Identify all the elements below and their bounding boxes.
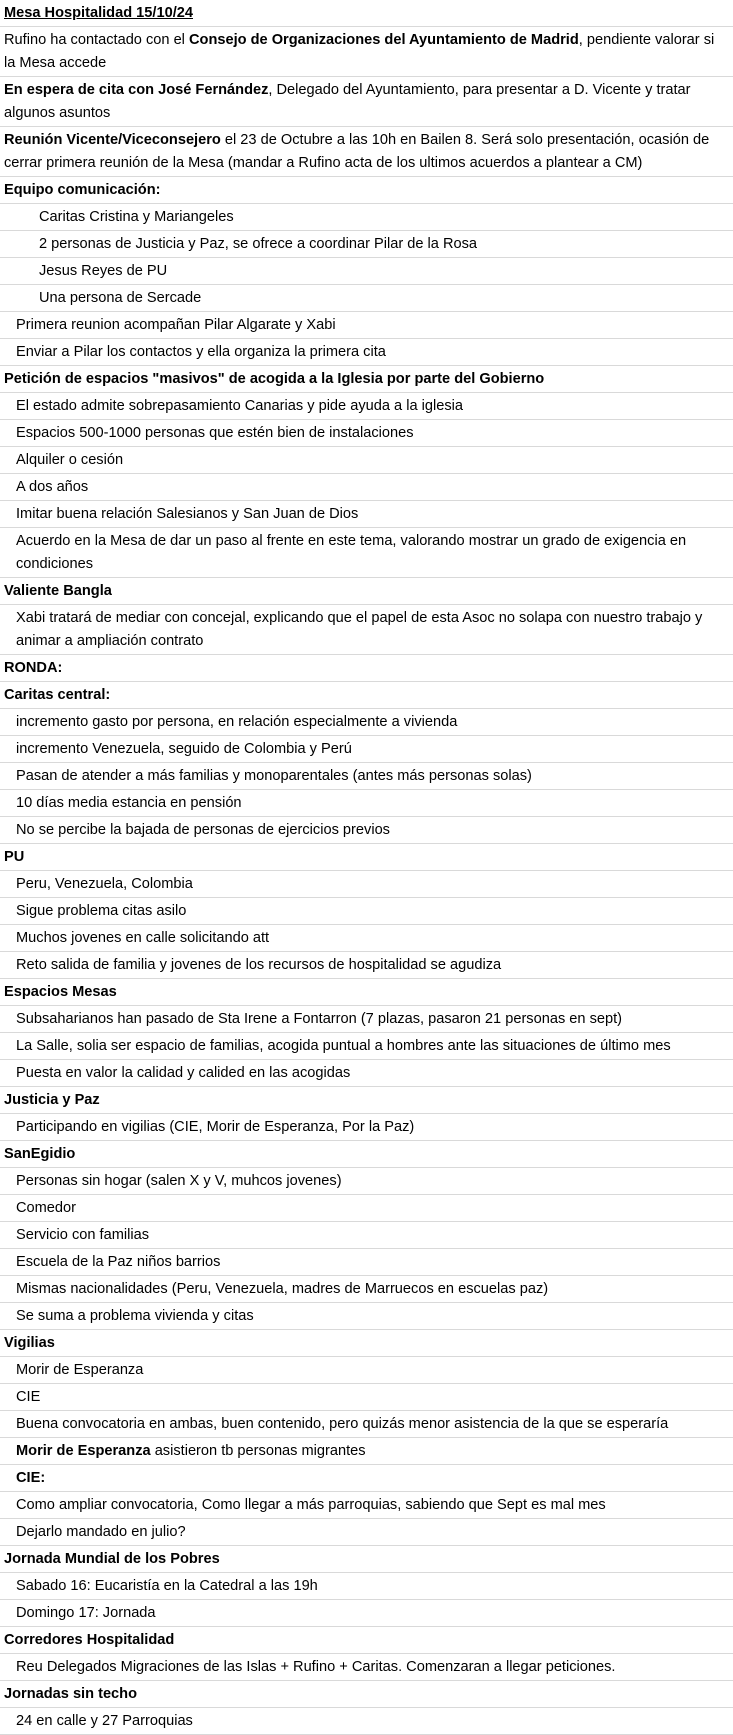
cell-text (16, 1305, 727, 1328)
table-row[interactable] (0, 979, 733, 1006)
table-row[interactable] (0, 871, 733, 898)
text-run: Equipo comunicación: (4, 182, 161, 198)
cell-text (16, 314, 727, 337)
text-run: el 23 de Octubre a las 10h en Bailen 8. Será solo presentación, ocasión de cerrar primera reunión de la Mesa (mandar a Rufino acta de los ultimos acuerdos a plantear a CM) (4, 132, 710, 171)
cell-text (16, 1224, 727, 1247)
cell-text (16, 607, 727, 653)
text-run: CIE (16, 1389, 41, 1405)
text-run: Caritas central: (4, 687, 111, 703)
cell-text (39, 287, 727, 310)
cell-text (16, 819, 727, 842)
text-run: Comedor (16, 1200, 77, 1216)
table-row[interactable] (0, 1357, 733, 1384)
text-run: Personas sin hogar (salen X y V, muhcos jovenes) (16, 1173, 342, 1189)
cell-text (4, 981, 727, 1004)
text-run: Domingo 17: Jornada (16, 1605, 156, 1621)
text-run: Rufino ha contactado con el (4, 32, 189, 48)
cell-text (16, 1359, 727, 1382)
text-run: RONDA: (4, 660, 63, 676)
table-row[interactable] (0, 1168, 733, 1195)
table-row[interactable] (0, 1573, 733, 1600)
text-run: Jornadas sin techo (4, 1686, 138, 1702)
table-row[interactable] (0, 655, 733, 682)
cell-text (16, 476, 727, 499)
table-row[interactable] (0, 1060, 733, 1087)
cell-text (4, 846, 727, 869)
text-run: Espacios Mesas (4, 984, 117, 1000)
cell-text (39, 206, 727, 229)
cell-text (4, 2, 727, 25)
cell-text (4, 684, 727, 707)
table-row[interactable] (0, 204, 733, 231)
text-run: Justicia y Paz (4, 1092, 100, 1108)
text-run: Vigilias (4, 1335, 55, 1351)
table-row[interactable] (0, 0, 733, 27)
text-run: incremento gasto por persona, en relación especialmente a vivienda (16, 714, 458, 730)
table-row[interactable] (0, 844, 733, 871)
table-row[interactable] (0, 1276, 733, 1303)
text-run: 24 en calle y 27 Parroquias (16, 1713, 193, 1729)
cell-text (16, 1521, 727, 1544)
table-row[interactable] (0, 177, 733, 204)
text-run: Reu Delegados Migraciones de las Islas + Rufino + Caritas. Comenzaran a llegar peticiones. (16, 1659, 616, 1675)
table-row[interactable] (0, 709, 733, 736)
text-run: A dos años (16, 479, 89, 495)
cell-text (4, 580, 727, 603)
text-run: SanEgidio (4, 1146, 76, 1162)
table-row[interactable] (0, 1141, 733, 1168)
cell-text (16, 449, 727, 472)
table-row[interactable] (0, 1627, 733, 1654)
cell-text (16, 1035, 727, 1058)
text-run: Xabi tratará de mediar con concejal, explicando que el papel de esta Asoc no solapa con nuestro trabajo y animar a ampliación contrato (16, 610, 703, 649)
text-run: Caritas Cristina y Mariangeles (39, 209, 234, 225)
table-row[interactable] (0, 763, 733, 790)
table-row[interactable] (0, 1654, 733, 1681)
table-row[interactable] (0, 1249, 733, 1276)
table-row[interactable] (0, 366, 733, 393)
text-run: No se percibe la bajada de personas de ejercicios previos (16, 822, 390, 838)
cell-text (16, 1494, 727, 1517)
cell-text (4, 1548, 727, 1571)
cell-text (16, 530, 727, 576)
text-run: Primera reunion acompañan Pilar Algarate y Xabi (16, 317, 336, 333)
text-run: Alquiler o cesión (16, 452, 124, 468)
table-row[interactable] (0, 393, 733, 420)
table-row[interactable] (0, 1303, 733, 1330)
table-row[interactable] (0, 1438, 733, 1465)
text-run: Jesus Reyes de PU (39, 263, 168, 279)
table-row[interactable] (0, 952, 733, 979)
cell-text (16, 954, 727, 977)
text-run: Reto salida de familia y jovenes de los recursos de hospitalidad se agudiza (16, 957, 502, 973)
cell-text (4, 1332, 727, 1355)
text-run: Sigue problema citas asilo (16, 903, 187, 919)
cell-text (16, 1197, 727, 1220)
text-run: Buena convocatoria en ambas, buen contenido, pero quizás menor asistencia de la que se esperaría (16, 1416, 669, 1432)
table-row[interactable] (0, 1114, 733, 1141)
text-run: asistieron tb personas migrantes (150, 1443, 366, 1459)
cell-text (4, 1089, 727, 1112)
table-row[interactable] (0, 1465, 733, 1492)
cell-text (16, 765, 727, 788)
table-row[interactable] (0, 285, 733, 312)
table-row[interactable] (0, 1411, 733, 1438)
cell-text (16, 1062, 727, 1085)
table-row[interactable] (0, 1708, 733, 1735)
cell-text (16, 738, 727, 761)
table-row[interactable] (0, 420, 733, 447)
cell-text (16, 792, 727, 815)
text-run: Reunión Vicente/Viceconsejero (4, 132, 221, 148)
text-run: Mesa Hospitalidad 15/10/24 (4, 5, 193, 21)
table-row[interactable] (0, 1600, 733, 1627)
text-run: En espera de cita con José Fernández (4, 82, 269, 98)
table-row[interactable] (0, 77, 733, 127)
cell-text (16, 927, 727, 950)
text-run: El estado admite sobrepasamiento Canarias y pide ayuda a la iglesia (16, 398, 463, 414)
text-run: Subsaharianos han pasado de Sta Irene a Fontarron (7 plazas, pasaron 21 personas en sept) (16, 1011, 623, 1027)
cell-text (16, 422, 727, 445)
cell-text (16, 1413, 727, 1436)
text-run: Espacios 500-1000 personas que estén bien de instalaciones (16, 425, 414, 441)
table-row[interactable] (0, 1681, 733, 1708)
table-row[interactable] (0, 1006, 733, 1033)
text-run: Petición de espacios "masivos" de acogida a la Iglesia por parte del Gobierno (4, 371, 545, 387)
text-run: Jornada Mundial de los Pobres (4, 1551, 220, 1567)
table-row[interactable] (0, 501, 733, 528)
cell-text (16, 1575, 727, 1598)
text-run: 10 días media estancia en pensión (16, 795, 242, 811)
cell-text (16, 1656, 727, 1679)
cell-text (4, 657, 727, 680)
cell-text (16, 1440, 727, 1463)
table-row[interactable] (0, 1087, 733, 1114)
table-row[interactable] (0, 127, 733, 177)
table-row[interactable] (0, 817, 733, 844)
table-row[interactable] (0, 1222, 733, 1249)
text-run: Participando en vigilias (CIE, Morir de Esperanza, Por la Paz) (16, 1119, 415, 1135)
cell-text (16, 711, 727, 734)
cell-text (39, 233, 727, 256)
text-run: Muchos jovenes en calle solicitando att (16, 930, 270, 946)
table-row[interactable] (0, 790, 733, 817)
table-row[interactable] (0, 605, 733, 655)
table-row[interactable] (0, 1384, 733, 1411)
cell-text (16, 1170, 727, 1193)
cell-text (4, 1683, 727, 1706)
table-row[interactable] (0, 1330, 733, 1357)
table-row[interactable] (0, 474, 733, 501)
text-run: Una persona de Sercade (39, 290, 202, 306)
cell-text (16, 1116, 727, 1139)
cell-text (16, 1008, 727, 1031)
table-row[interactable] (0, 231, 733, 258)
cell-text (4, 129, 727, 175)
text-run: Sabado 16: Eucaristía en la Catedral a las 19h (16, 1578, 318, 1594)
text-run: Enviar a Pilar los contactos y ella organiza la primera cita (16, 344, 386, 360)
text-run: Peru, Venezuela, Colombia (16, 876, 193, 892)
cell-text (16, 1710, 727, 1733)
cell-text (4, 1143, 727, 1166)
table-row[interactable] (0, 736, 733, 763)
text-run: Servicio con familias (16, 1227, 150, 1243)
text-run: Pasan de atender a más familias y monoparentales (antes más personas solas) (16, 768, 532, 784)
text-run: Morir de Esperanza (16, 1443, 151, 1459)
cell-text (16, 1278, 727, 1301)
text-run: La Salle, solia ser espacio de familias, acogida puntual a hombres ante las situaciones de último mes (16, 1038, 671, 1054)
text-run: Consejo de Organizaciones del Ayuntamiento de Madrid (188, 32, 579, 48)
table-row[interactable] (0, 27, 733, 77)
text-run: Morir de Esperanza (16, 1362, 144, 1378)
cell-text (4, 179, 727, 202)
table-row[interactable] (0, 258, 733, 285)
text-run: Mismas nacionalidades (Peru, Venezuela, madres de Marruecos en escuelas paz) (16, 1281, 549, 1297)
cell-text (4, 29, 727, 75)
cell-text (16, 873, 727, 896)
cell-text (16, 1602, 727, 1625)
text-run: Puesta en valor la calidad y calided en las acogidas (16, 1065, 351, 1081)
text-run: , pendiente valorar si la Mesa accede (4, 32, 715, 71)
cell-text (4, 79, 727, 125)
text-run: Imitar buena relación Salesianos y San Juan de Dios (16, 506, 359, 522)
text-run: Valiente Bangla (4, 583, 112, 599)
text-run: Dejarlo mandado en julio? (16, 1524, 186, 1540)
cell-text (16, 1251, 727, 1274)
cell-text (4, 1629, 727, 1652)
text-run: , Delegado del Ayuntamiento, para presentar a D. Vicente y tratar algunos asuntos (4, 82, 691, 121)
table-row[interactable] (0, 1195, 733, 1222)
cell-text (4, 368, 727, 391)
cell-text (16, 503, 727, 526)
table-row[interactable] (0, 578, 733, 605)
text-run: incremento Venezuela, seguido de Colombia y Perú (16, 741, 352, 757)
table-row[interactable] (0, 339, 733, 366)
cell-text (16, 900, 727, 923)
table-row[interactable] (0, 528, 733, 578)
table-row[interactable] (0, 682, 733, 709)
text-run: Como ampliar convocatoria, Como llegar a más parroquias, sabiendo que Sept es mal mes (16, 1497, 606, 1513)
cell-text (16, 1386, 727, 1409)
cell-text (16, 395, 727, 418)
table-row[interactable] (0, 447, 733, 474)
text-run: CIE: (16, 1470, 46, 1486)
text-run: Se suma a problema vivienda y citas (16, 1308, 254, 1324)
text-run: Corredores Hospitalidad (4, 1632, 175, 1648)
table-row[interactable] (0, 1033, 733, 1060)
text-run: Acuerdo en la Mesa de dar un paso al frente en este tema, valorando mostrar un grado de exigencia en condiciones (16, 533, 687, 572)
table-row[interactable] (0, 312, 733, 339)
table-row[interactable] (0, 898, 733, 925)
table-row[interactable] (0, 1492, 733, 1519)
cell-text (16, 341, 727, 364)
text-run: Escuela de la Paz niños barrios (16, 1254, 221, 1270)
cell-text (16, 1467, 727, 1490)
table-row[interactable] (0, 1519, 733, 1546)
text-run: 2 personas de Justicia y Paz, se ofrece a coordinar Pilar de la Rosa (39, 236, 478, 252)
cell-text (39, 260, 727, 283)
text-run: PU (4, 849, 25, 865)
table-row[interactable] (0, 1546, 733, 1573)
table-row[interactable] (0, 925, 733, 952)
